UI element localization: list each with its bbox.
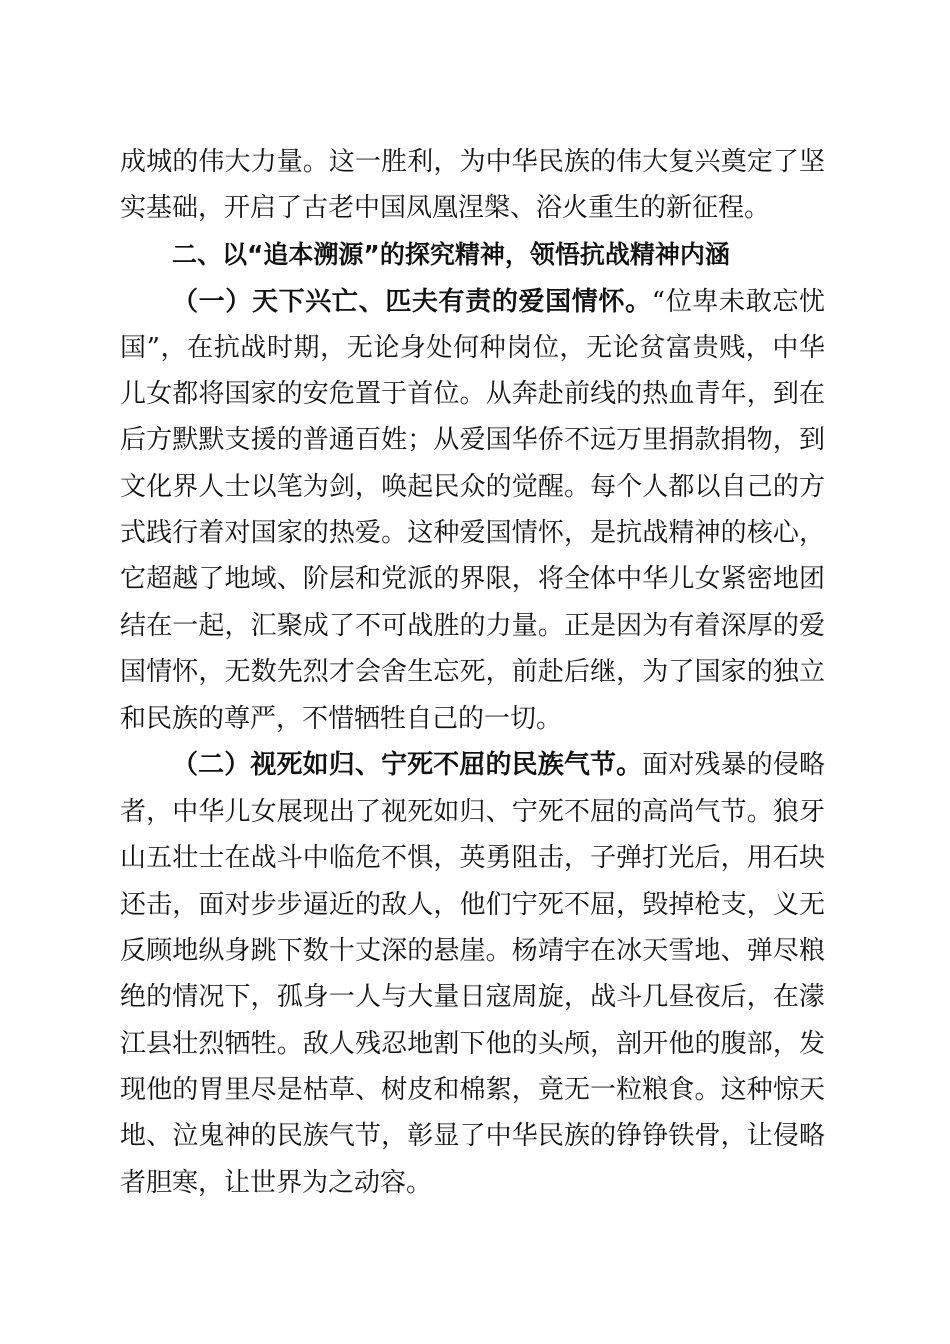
sub2-line: 现他的胃里尽是枯草、树皮和棉絮，竟无一粒粮食。这种惊天 [120, 1075, 825, 1105]
sub2-line: 者，中华儿女展现出了视死如归、宁死不屈的高尚气节。狼牙 [120, 797, 825, 827]
sub2-line: 绝的情况下，孤身一人与大量日寇周旋，战斗几昼夜后，在濛 [120, 982, 825, 1012]
intro-line-1: 成城的伟大力量。这一胜利，为中华民族的伟大复兴奠定了坚 [120, 147, 825, 177]
sub1-line: 文化界人士以笔为剑，唤起民众的觉醒。每个人都以自己的方 [120, 472, 825, 502]
sub2-first-line [172, 746, 825, 784]
sub1-line: 结在一起，汇聚成了不可战胜的力量。正是因为有着深厚的爱 [120, 611, 825, 641]
sub2-line: 地、泣鬼神的民族气节，彰显了中华民族的铮铮铁骨，让侵略 [120, 1121, 825, 1151]
sub1-line: 国情怀，无数先烈才会舍生忘死，前赴后继，为了国家的独立 [120, 657, 825, 687]
sub2-line: 反顾地纵身跳下数十丈深的悬崖。杨靖宇在冰天雪地、弹尽粮 [120, 936, 825, 966]
intro-line-2: 实基础，开启了古老中国凤凰涅槃、浴火重生的新征程。 [120, 193, 771, 223]
sub2-first-line-rest: 面对残暴的侵略 [642, 750, 825, 780]
sub1-line: 儿女都将国家的安危置于首位。从奔赴前线的热血青年，到在 [120, 379, 825, 409]
sub1-title: （一）天下兴亡、匹夫有责的爱国情怀。 [172, 287, 652, 317]
sub2-line: 还击，面对步步逼近的敌人，他们宁死不屈，毁掉枪支，义无 [120, 890, 825, 920]
sub2-line: 江县壮烈牺牲。敌人残忍地割下他的头颅，剖开他的腹部，发 [120, 1029, 825, 1059]
sub2-line: 者胆寒，让世界为之动容。 [120, 1168, 433, 1198]
sub1-line: 式践行着对国家的热爱。这种爱国情怀，是抗战精神的核心， [120, 518, 825, 548]
sub1-line: 和民族的尊严，不惜牺牲自己的一切。 [120, 704, 563, 734]
sub1-first-line-rest: “位卑未敢忘忧 [651, 287, 825, 317]
sub1-first-line [172, 283, 825, 321]
sub1-line: 后方默默支援的普通百姓；从爱国华侨不远万里捐款捐物，到 [120, 425, 825, 455]
sub2-line: 山五壮士在战斗中临危不惧，英勇阻击，子弹打光后，用石块 [120, 843, 825, 873]
sub1-line: 它超越了地域、阶层和党派的界限，将全体中华儿女紧密地团 [120, 564, 825, 594]
sub2-title: （二）视死如归、宁死不屈的民族气节。 [172, 750, 643, 780]
sub1-line: 国”，在抗战时期，无论身处何种岗位，无论贫富贵贱，中华 [120, 333, 825, 363]
section-heading: 二、以“追本溯源”的探究精神，领悟抗战精神内涵 [172, 240, 730, 269]
